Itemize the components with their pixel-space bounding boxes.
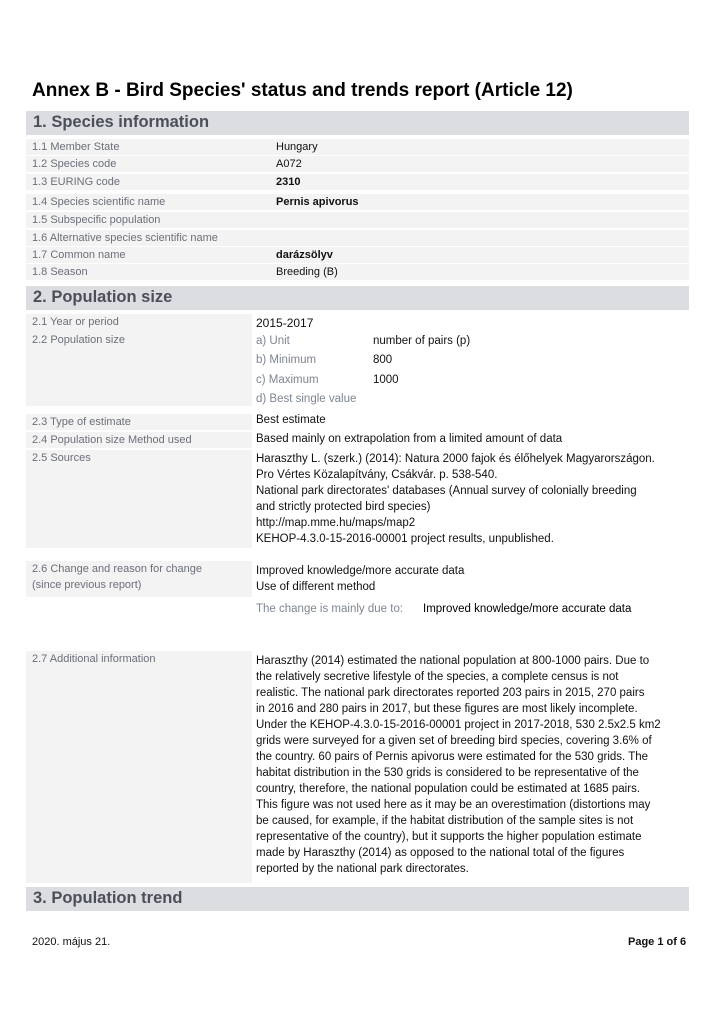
field-label: 1.3 EURING code	[32, 176, 121, 188]
sub-label: The change is mainly due to:	[256, 603, 404, 615]
section-title: 2. Population size	[33, 288, 173, 306]
info-line: representative of the country), but it supports the higher population estimate	[256, 831, 642, 843]
source-line: National park directorates' databases (Annual survey of colonially breeding	[256, 485, 637, 497]
page-title: Annex B - Bird Species' status and trends report (Article 12)	[32, 80, 573, 101]
footer-page-number: Page 1 of 6	[628, 936, 687, 948]
field-value: Breeding (B)	[276, 266, 338, 278]
field-label: 2.5 Sources	[32, 452, 91, 464]
sub-value: 800	[373, 354, 393, 366]
field-label: 1.8 Season	[32, 266, 88, 278]
field-label: 2.4 Population size Method used	[32, 434, 192, 446]
source-line: http://map.mme.hu/maps/map2	[256, 517, 416, 529]
sub-label: c) Maximum	[256, 374, 319, 386]
additional-info-text	[256, 653, 688, 877]
section-header-population-trend	[26, 887, 689, 911]
sub-value: 1000	[373, 374, 399, 386]
sub-value: Improved knowledge/more accurate data	[423, 603, 632, 615]
table-row	[26, 174, 689, 190]
source-line: Pro Vértes Közalapítvány, Csákvár. p. 538-540.	[256, 469, 498, 481]
field-label: 1.5 Subspecific population	[32, 214, 161, 226]
info-line: Under the KEHOP-4.3.0-15-2016-00001 project in 2017-2018, 530 2.5x2.5 km2	[256, 719, 661, 731]
section-header-population-size	[26, 286, 689, 310]
field-value: 2310	[276, 176, 301, 188]
info-line: habitat distribution in the 530 grids is considered to be representative of the	[256, 767, 639, 779]
sub-label: d) Best single value	[256, 393, 357, 405]
field-label: 1.1 Member State	[32, 141, 120, 153]
field-label: 1.6 Alternative species scientific name	[32, 232, 218, 244]
info-line: be caused, for example, if the habitat distribution of the sample sites is not	[256, 815, 634, 827]
field-label: 2.6 Change and reason for change	[32, 563, 203, 575]
field-value: Use of different method	[256, 581, 376, 593]
sub-value: number of pairs (p)	[373, 335, 471, 347]
section-header-species-information	[26, 111, 689, 135]
info-line: Haraszthy (2014) estimated the national population at 800-1000 pairs. Due to	[256, 655, 650, 667]
source-line: KEHOP-4.3.0-15-2016-00001 project results, unpublished.	[256, 533, 554, 545]
sub-label: b) Minimum	[256, 354, 317, 366]
table-row	[26, 139, 689, 155]
field-label: 1.4 Species scientific name	[32, 196, 166, 208]
field-value: Improved knowledge/more accurate data	[256, 565, 465, 577]
field-value: Based mainly on extrapolation from a limited amount of data	[256, 433, 563, 445]
field-label: 2.1 Year or period	[32, 316, 119, 328]
table-row	[26, 264, 689, 280]
field-label: (since previous report)	[32, 579, 142, 591]
section-title: 3. Population trend	[33, 889, 183, 907]
info-line: reported by the national park directorates.	[256, 863, 469, 875]
sub-label: a) Unit	[256, 335, 290, 347]
field-label: 2.3 Type of estimate	[32, 416, 131, 428]
info-line: made by Haraszthy (2014) as opposed to the national total of the figures	[256, 847, 625, 859]
field-label: 2.2 Population size	[32, 334, 125, 346]
info-line: the relatively secretive lifestyle of the species, a complete census is not	[256, 671, 619, 683]
info-line: This figure was not used here as it may be an overestimation (distortions may	[256, 799, 651, 811]
field-value: darázsölyv	[276, 249, 333, 261]
field-value: Pernis apivorus	[276, 196, 359, 208]
field-label: 1.2 Species code	[32, 158, 117, 170]
sources-text	[256, 451, 686, 547]
label-column-bg	[26, 450, 252, 548]
source-line: and strictly protected bird species)	[256, 501, 431, 513]
field-value: Hungary	[276, 141, 318, 153]
field-value: A072	[276, 158, 302, 170]
info-line: the country. 60 pairs of Pernis apivorus were estimated for the 530 grids. The	[256, 751, 649, 763]
info-line: in 2016 and 280 pairs in 2017, but these figures are most likely incomplete.	[256, 703, 638, 715]
label-column-bg	[26, 651, 252, 883]
field-value: 2015-2017	[256, 316, 314, 330]
info-line: realistic. The national park directorates reported 203 pairs in 2015, 270 pairs	[256, 687, 645, 699]
field-value: Best estimate	[256, 414, 326, 426]
field-label: 1.7 Common name	[32, 249, 126, 261]
section-title: 1. Species information	[33, 113, 210, 131]
info-line: grids were surveyed for a given set of breeding bird species, covering 3.6% of	[256, 735, 652, 747]
field-label: 2.7 Additional information	[32, 653, 156, 665]
table-row	[26, 156, 689, 172]
source-line: Haraszthy L. (szerk.) (2014): Natura 2000 fajok és élőhelyek Magyarországon.	[256, 453, 655, 465]
footer-date: 2020. május 21.	[32, 936, 111, 948]
info-line: country, therefore, the national population could be estimated at 1685 pairs.	[256, 783, 641, 795]
